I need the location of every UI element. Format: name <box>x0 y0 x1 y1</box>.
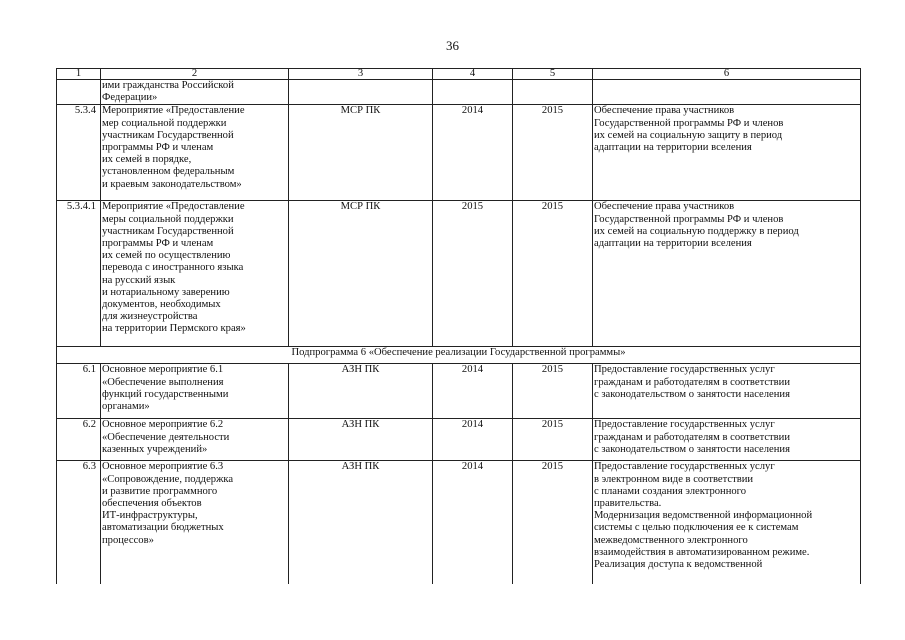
column-number-row <box>57 69 861 80</box>
table-row <box>57 105 861 201</box>
executor: МСР ПК <box>289 105 433 201</box>
expected-result: Предоставление государственных услуг в электронном виде в соответствии с планами создания электронного правительства. Модернизация ведомственной информационной системы с целью подключения ее к системам межведомственного электронного взаимодействия в автоматизированном режиме. Реализация доступа к ведомственной <box>593 461 861 584</box>
measure-name: ими гражданства Российской Федерации» <box>101 80 289 105</box>
measure-name: Мероприятие «Предоставление мер социальной поддержки участникам Государственной программы РФ и членам их семей в порядке, установленном федеральным и краевым законодательством» <box>101 105 289 201</box>
end-year: 2015 <box>513 364 593 419</box>
start-year <box>433 80 513 105</box>
subprogram-row <box>57 347 861 364</box>
end-year: 2015 <box>513 461 593 584</box>
measure-name: Мероприятие «Предоставление меры социальной поддержки участникам Государственной программы РФ и членам их семей по осуществлению перевода с иностранного языка на русский язык и нотариальному заверению документов, необходимых для жизнеустройства на территории Пермского края» <box>101 201 289 347</box>
end-year: 2015 <box>513 105 593 201</box>
row-number: 5.3.4 <box>57 105 101 201</box>
table-row <box>57 419 861 461</box>
end-year: 2015 <box>513 419 593 461</box>
start-year: 2014 <box>433 364 513 419</box>
measure-name: Основное мероприятие 6.2 «Обеспечение деятельности казенных учреждений» <box>101 419 289 461</box>
start-year: 2014 <box>433 105 513 201</box>
end-year <box>513 80 593 105</box>
page-number: 36 <box>446 38 459 53</box>
table-row <box>57 201 861 347</box>
row-number: 6.3 <box>57 461 101 584</box>
row-number: 6.2 <box>57 419 101 461</box>
row-number: 5.3.4.1 <box>57 201 101 347</box>
expected-result: Предоставление государственных услуг гражданам и работодателям в соответствии с законодательством о занятости населения <box>593 419 861 461</box>
executor: АЗН ПК <box>289 419 433 461</box>
table-row <box>57 80 861 105</box>
start-year: 2015 <box>433 201 513 347</box>
column-number: 1 <box>57 69 101 80</box>
row-number <box>57 80 101 105</box>
expected-result: Предоставление государственных услуг гражданам и работодателям в соответствии с законодательством о занятости населения <box>593 364 861 419</box>
expected-result: Обеспечение права участников Государственной программы РФ и членов их семей на социальную защиту в период адаптации на территории вселения <box>593 105 861 201</box>
column-number: 4 <box>433 69 513 80</box>
executor: МСР ПК <box>289 201 433 347</box>
executor: АЗН ПК <box>289 461 433 584</box>
column-number: 5 <box>513 69 593 80</box>
column-number: 2 <box>101 69 289 80</box>
expected-result <box>593 80 861 105</box>
executor <box>289 80 433 105</box>
measure-name: Основное мероприятие 6.1 «Обеспечение выполнения функций государственными органами» <box>101 364 289 419</box>
column-number: 6 <box>593 69 861 80</box>
executor: АЗН ПК <box>289 364 433 419</box>
measures-table <box>56 68 861 584</box>
end-year: 2015 <box>513 201 593 347</box>
table-row <box>57 364 861 419</box>
table-row <box>57 461 861 584</box>
subprogram-title: Подпрограмма 6 «Обеспечение реализации Государственной программы» <box>57 347 861 364</box>
column-number: 3 <box>289 69 433 80</box>
expected-result: Обеспечение права участников Государственной программы РФ и членов их семей на социальную поддержку в период адаптации на территории вселения <box>593 201 861 347</box>
row-number: 6.1 <box>57 364 101 419</box>
start-year: 2014 <box>433 461 513 584</box>
measure-name: Основное мероприятие 6.3 «Сопровождение, поддержка и развитие программного обеспечения объектов ИТ-инфраструктуры, автоматизации бюджетных процессов» <box>101 461 289 584</box>
start-year: 2014 <box>433 419 513 461</box>
